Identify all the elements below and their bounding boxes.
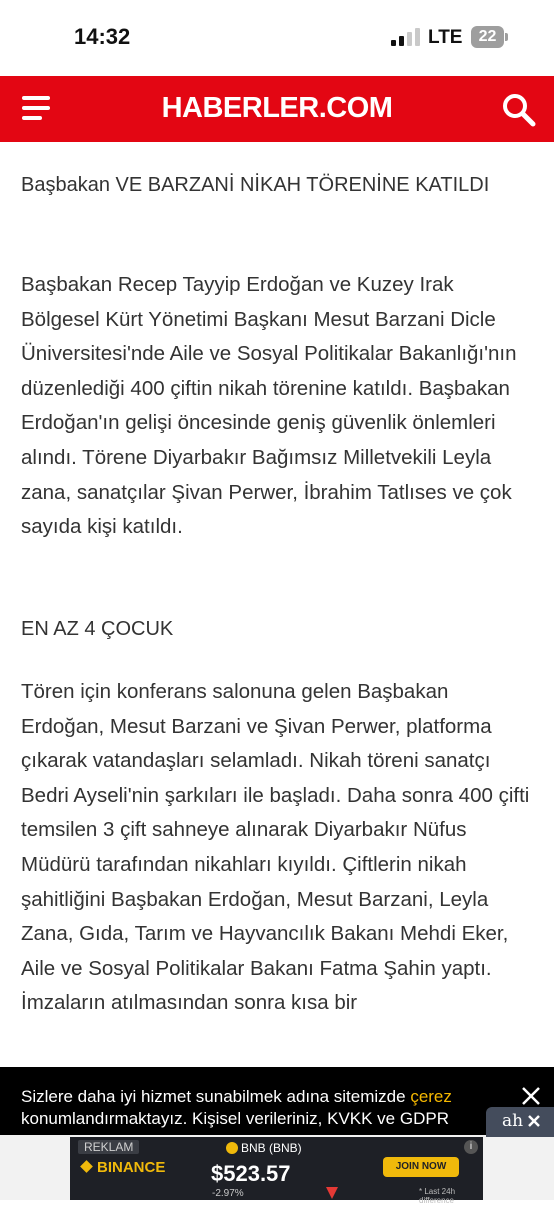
- ad-coin-name: BNB (BNB): [241, 1141, 302, 1155]
- ad-brand: [82, 1159, 165, 1176]
- join-now-button[interactable]: JOIN NOW: [383, 1157, 459, 1177]
- close-icon[interactable]: [526, 1113, 542, 1129]
- signal-icon: [391, 28, 421, 46]
- search-icon[interactable]: [502, 93, 536, 127]
- cookie-text: [21, 1086, 501, 1130]
- ad-choices-tab[interactable]: [486, 1107, 554, 1137]
- ad-change: -2.97%: [212, 1188, 244, 1199]
- article-subheading: EN AZ 4 ÇOCUK: [21, 618, 174, 640]
- cookie-text-start: Sizlere daha iyi hizmet sunabilmek adına sitemizde: [21, 1087, 411, 1106]
- ad-banner[interactable]: [70, 1137, 483, 1205]
- ad-label: REKLAM: [78, 1140, 139, 1154]
- status-bar: [0, 0, 554, 76]
- close-icon[interactable]: [520, 1085, 542, 1107]
- battery-icon: 22: [471, 26, 504, 48]
- binance-icon: [80, 1160, 93, 1173]
- cookie-banner: [0, 1067, 554, 1135]
- site-header: [0, 76, 554, 142]
- ad-brand-name: BINANCE: [97, 1159, 166, 1176]
- ad-choices-label: ah: [502, 1111, 524, 1131]
- info-icon[interactable]: i: [464, 1140, 478, 1154]
- site-logo[interactable]: HABERLER.COM: [161, 92, 393, 124]
- article-paragraph: Başbakan Recep Tayyip Erdoğan ve Kuzey Irak Bölgesel Kürt Yönetimi Başkanı Mesut Barzani Dicle Üniversitesi'nde Aile ve Sosyal Politikalar Bakanlığı'nın düzenlediği 400 çiftin nikah törenine katıldı. Başbakan Erdoğan'ın gelişi öncesinde geniş güvenlik önlemleri alındı. Törene Diyarbakır Bağımsız Milletvekili Leyla zana, sanatçılar Şivan Perwer, İbrahim Tatlıses ve çok sayıda kişi katıldı.: [21, 273, 517, 539]
- cookie-text-end: konumlandırmaktayız. Kişisel verileriniz, KVKK ve GDPR: [21, 1109, 449, 1128]
- down-arrow-icon: [326, 1187, 338, 1199]
- status-time: 14:32: [74, 24, 131, 49]
- cookie-link[interactable]: çerez: [410, 1087, 452, 1106]
- article-paragraph: Tören için konferans salonuna gelen Başbakan Erdoğan, Mesut Barzani ve Şivan Perwer, platforma çıkarak vatandaşları selamladı. Nikah töreni sanatçı Bedri Ayseli'nin şarkıları ile başladı. Daha sonra 400 çifti temsilen 3 çift sahneye alınarak Diyarbakır Nüfus Müdürü tarafından nikahları kıyıldı. Çiftlerin nikah şahitliğini Başbakan Erdoğan, Mesut Barzani, Leyla Zana, Gıda, Tarım ve Hayvancılık Bakanı Mehdi Eker, Aile ve Sosyal Politikalar Bakanı Fatma Şahin yaptı. İmzaların atılmasından sonra kısa bir: [21, 680, 530, 1015]
- ad-note: * Last 24h difference: [419, 1187, 456, 1205]
- network-label: LTE: [428, 27, 463, 48]
- article-title: Başbakan VE BARZANİ NİKAH TÖRENİNE KATILDI: [21, 174, 490, 196]
- coin-icon: [226, 1142, 238, 1154]
- ad-coin: [226, 1141, 302, 1155]
- ad-price: $523.57: [211, 1161, 291, 1186]
